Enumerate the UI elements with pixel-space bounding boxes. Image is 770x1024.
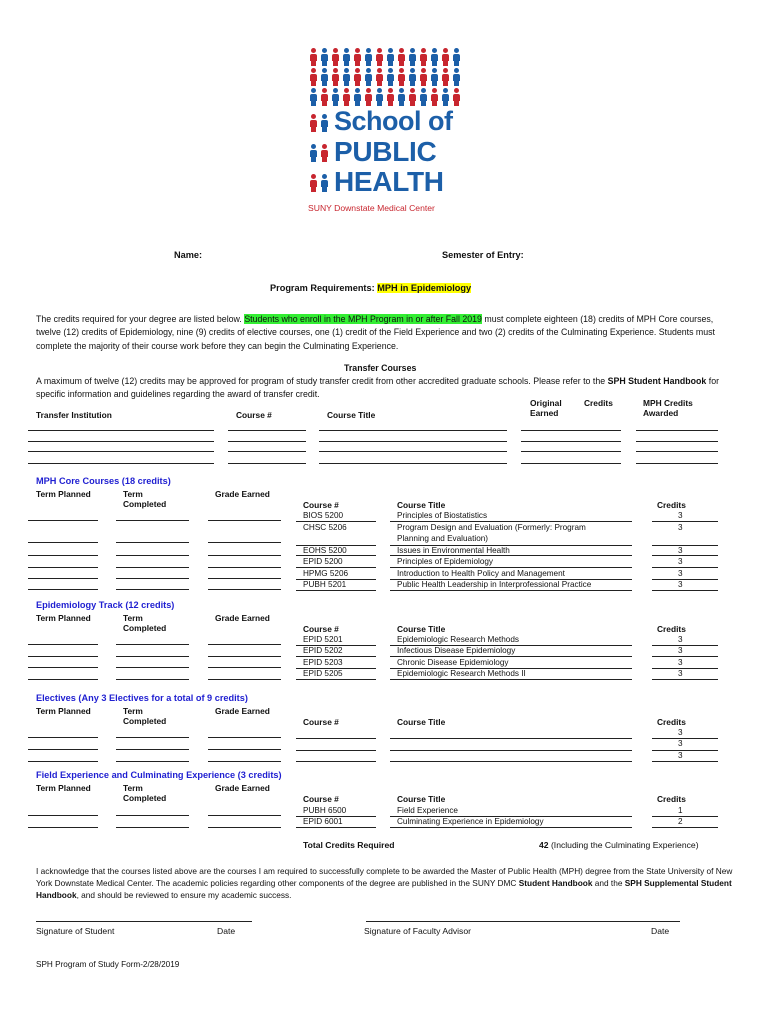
transfer-entry-line[interactable] xyxy=(28,463,214,464)
course-credits-line xyxy=(652,545,718,546)
epi-section-title: Epidemiology Track (12 credits) xyxy=(36,600,175,610)
entry-line[interactable] xyxy=(116,542,189,543)
course-credits: 3 xyxy=(678,511,683,520)
elective-course-title-line[interactable] xyxy=(390,761,632,762)
elective-course-title-line[interactable] xyxy=(390,750,632,751)
course-number: CHSC 5206 xyxy=(303,523,347,532)
entry-line[interactable] xyxy=(116,667,189,668)
course-num-line xyxy=(296,679,376,680)
course-number: EPID 5205 xyxy=(303,669,343,678)
person-icon xyxy=(343,48,350,66)
ack-text-3: , and should be reviewed to ensure my academic success. xyxy=(76,890,292,901)
course-credits: 3 xyxy=(678,546,683,555)
person-icon xyxy=(376,48,383,66)
col-credits: Credits xyxy=(657,717,686,727)
entry-line[interactable] xyxy=(28,667,98,668)
entry-line[interactable] xyxy=(208,578,281,579)
person-icon xyxy=(354,68,361,86)
col-transfer-course-title: Course Title xyxy=(327,410,376,420)
elective-credits-line xyxy=(652,738,718,739)
entry-line[interactable] xyxy=(28,827,98,828)
course-number: BIOS 5200 xyxy=(303,511,344,520)
course-credits-line xyxy=(652,656,718,657)
logo-subtitle: SUNY Downstate Medical Center xyxy=(308,203,435,213)
course-title-line xyxy=(390,679,632,680)
ack-text-2: and the xyxy=(592,878,625,889)
person-icon xyxy=(431,48,438,66)
entry-line[interactable] xyxy=(28,555,98,556)
course-credits: 3 xyxy=(678,523,683,532)
entry-line[interactable] xyxy=(116,656,189,657)
course-num-line xyxy=(296,590,376,591)
entry-line[interactable] xyxy=(116,815,189,816)
course-title: Principles of Epidemiology xyxy=(397,557,494,566)
entry-line[interactable] xyxy=(28,749,98,750)
entry-line[interactable] xyxy=(208,542,281,543)
person-icon xyxy=(310,144,317,162)
course-credits: 3 xyxy=(678,635,683,644)
person-icon xyxy=(354,88,361,106)
transfer-entry-line[interactable] xyxy=(319,441,507,442)
entry-line[interactable] xyxy=(28,589,98,590)
course-number: PUBH 6500 xyxy=(303,806,347,815)
person-icon xyxy=(453,48,460,66)
course-number: HPMG 5206 xyxy=(303,569,349,578)
entry-line[interactable] xyxy=(116,761,189,762)
col-course-title: Course Title xyxy=(397,717,446,727)
person-icon xyxy=(310,114,317,132)
person-icon xyxy=(343,88,350,106)
entry-line[interactable] xyxy=(116,567,189,568)
transfer-entry-line[interactable] xyxy=(228,430,306,431)
transfer-entry-line[interactable] xyxy=(319,430,507,431)
course-number: EPID 5202 xyxy=(303,646,343,655)
course-number: EPID 6001 xyxy=(303,817,343,826)
entry-line[interactable] xyxy=(28,542,98,543)
course-title: Field Experience xyxy=(397,806,458,815)
course-title-line xyxy=(390,827,632,828)
entry-line[interactable] xyxy=(116,827,189,828)
person-icon xyxy=(332,68,339,86)
course-credits-line xyxy=(652,521,718,522)
transfer-handbook: SPH Student Handbook xyxy=(607,376,707,386)
entry-line[interactable] xyxy=(208,749,281,750)
col-grade-earned: Grade Earned xyxy=(215,613,270,623)
person-icon xyxy=(310,174,317,192)
col-grade-earned: Grade Earned xyxy=(215,706,270,716)
col-term-planned: Term Planned xyxy=(36,706,91,716)
elective-credits: 3 xyxy=(678,751,683,760)
person-icon xyxy=(409,88,416,106)
footer-form-id: SPH Program of Study Form-2/28/2019 xyxy=(36,960,180,969)
person-icon xyxy=(365,88,372,106)
entry-line[interactable] xyxy=(116,679,189,680)
person-icon xyxy=(442,88,449,106)
advisor-signature-label: Signature of Faculty Advisor xyxy=(364,926,471,936)
col-transfer-course-num: Course # xyxy=(236,410,272,420)
student-date-label: Date xyxy=(217,926,236,936)
col-term-planned: Term Planned xyxy=(36,489,91,499)
program-prefix: Program Requirements: xyxy=(270,283,378,293)
total-credits-label: Total Credits Required xyxy=(303,840,395,850)
transfer-entry-line[interactable] xyxy=(28,430,214,431)
person-icon xyxy=(310,68,317,86)
course-number: EOHS 5200 xyxy=(303,546,347,555)
entry-line[interactable] xyxy=(28,644,98,645)
person-icon xyxy=(453,68,460,86)
person-icon xyxy=(453,88,460,106)
course-number: PUBH 5201 xyxy=(303,580,347,589)
name-label: Name: xyxy=(174,250,203,260)
semester-label: Semester of Entry: xyxy=(442,250,524,260)
course-credits-line xyxy=(652,590,718,591)
entry-line[interactable] xyxy=(208,667,281,668)
transfer-entry-line[interactable] xyxy=(28,441,214,442)
person-icon xyxy=(321,114,328,132)
course-title: Issues in Environmental Health xyxy=(397,546,510,555)
transfer-entry-line[interactable] xyxy=(636,430,718,431)
transfer-entry-line[interactable] xyxy=(521,451,621,452)
entry-line[interactable] xyxy=(208,737,281,738)
person-icon xyxy=(332,48,339,66)
col-term-planned: Term Planned xyxy=(36,613,91,623)
course-credits: 3 xyxy=(678,580,683,589)
person-icon xyxy=(420,68,427,86)
course-title: Culminating Experience in Epidemiology xyxy=(397,817,544,826)
entry-line[interactable] xyxy=(116,749,189,750)
col-course-num: Course # xyxy=(303,624,339,634)
school-logo xyxy=(300,44,470,219)
entry-line[interactable] xyxy=(208,656,281,657)
person-icon xyxy=(387,48,394,66)
person-icon xyxy=(442,68,449,86)
elective-credits-line xyxy=(652,761,718,762)
ack-text-1: I acknowledge that the courses listed above are the courses I am required to successfully complete to be awarded the Master of Public Health (MPH) degree from the State University of New York Downstate Medical Center. The academic policies regarding other components of the degree are published in the SUNY DMC xyxy=(36,866,733,889)
person-icon xyxy=(376,68,383,86)
elective-credits-line xyxy=(652,750,718,751)
logo-line-2: PUBLIC xyxy=(334,136,437,167)
course-credits-line xyxy=(652,827,718,828)
course-credits-line xyxy=(652,679,718,680)
course-title: Epidemiologic Research Methods xyxy=(397,635,519,644)
col-course-title: Course Title xyxy=(397,500,446,510)
course-title: Public Health Leadership in Interprofessional Practice xyxy=(397,580,592,589)
col-credits: Credits xyxy=(657,500,686,510)
person-icon xyxy=(321,88,328,106)
course-number: EPID 5201 xyxy=(303,635,343,644)
intro-part-2: must complete eighteen (18) credits of MPH Core courses, twelve (12) credits of Epidemiology, nine (9) credits of elective courses, one (1) credit of the Field Experience and two (2) credits of the Culminating Experience. Students must complete the majority of their course work before they can begin the Culminating Experience. xyxy=(36,314,715,351)
person-icon xyxy=(321,144,328,162)
person-icon xyxy=(398,88,405,106)
advisor-signature-line[interactable] xyxy=(366,921,680,922)
person-icon xyxy=(365,68,372,86)
person-icon xyxy=(343,68,350,86)
transfer-paragraph xyxy=(36,375,738,400)
total-credits-value: 42 xyxy=(539,840,549,850)
transfer-text-1: A maximum of twelve (12) credits may be approved for program of study transfer credit from other accredited graduate schools. Please refer to the xyxy=(36,376,608,386)
col-mph-awarded: MPH Credits Awarded xyxy=(643,398,693,418)
person-icon xyxy=(387,88,394,106)
course-credits: 3 xyxy=(678,646,683,655)
person-icon xyxy=(321,48,328,66)
elective-course-num-line[interactable] xyxy=(296,750,376,751)
person-icon xyxy=(398,68,405,86)
entry-line[interactable] xyxy=(208,555,281,556)
person-icon xyxy=(354,48,361,66)
intro-paragraph xyxy=(36,313,738,353)
entry-line[interactable] xyxy=(28,679,98,680)
entry-line[interactable] xyxy=(116,578,189,579)
elective-course-title-line[interactable] xyxy=(390,738,632,739)
col-grade-earned: Grade Earned xyxy=(215,489,270,499)
student-signature-label: Signature of Student xyxy=(36,926,115,936)
entry-line[interactable] xyxy=(28,656,98,657)
course-title: Chronic Disease Epidemiology xyxy=(397,658,509,667)
person-icon xyxy=(310,48,317,66)
transfer-entry-line[interactable] xyxy=(636,451,718,452)
col-term-completed: Term Completed xyxy=(123,613,167,633)
entry-line[interactable] xyxy=(208,644,281,645)
entry-line[interactable] xyxy=(116,520,189,521)
entry-line[interactable] xyxy=(208,679,281,680)
person-icon xyxy=(409,48,416,66)
person-icon xyxy=(431,88,438,106)
entry-line[interactable] xyxy=(208,827,281,828)
course-credits-line xyxy=(652,555,718,556)
entry-line[interactable] xyxy=(28,520,98,521)
course-title: Infectious Disease Epidemiology xyxy=(397,646,516,655)
person-icon xyxy=(376,88,383,106)
course-credits: 3 xyxy=(678,557,683,566)
col-term-completed: Term Completed xyxy=(123,706,167,726)
entry-line[interactable] xyxy=(28,815,98,816)
person-icon xyxy=(431,68,438,86)
person-icon xyxy=(321,174,328,192)
person-icon xyxy=(420,48,427,66)
core-section-title: MPH Core Courses (18 credits) xyxy=(36,476,171,486)
course-title: Introduction to Health Policy and Management xyxy=(397,569,565,578)
entry-line[interactable] xyxy=(28,761,98,762)
transfer-title: Transfer Courses xyxy=(344,363,417,373)
col-term-planned: Term Planned xyxy=(36,783,91,793)
intro-highlight: Students who enroll in the MPH Program in or after Fall 2019 xyxy=(244,314,482,324)
person-icon xyxy=(365,48,372,66)
col-credits: Credits xyxy=(657,624,686,634)
field-section-title: Field Experience and Culminating Experience (3 credits) xyxy=(36,770,282,780)
course-title-line xyxy=(390,590,632,591)
advisor-date-label: Date xyxy=(651,926,670,936)
entry-line[interactable] xyxy=(28,578,98,579)
course-number: EPID 5203 xyxy=(303,658,343,667)
col-term-completed: Term Completed xyxy=(123,783,167,803)
col-credits: Credits xyxy=(657,794,686,804)
col-original-earned: Original Earned xyxy=(530,398,562,418)
elective-course-num-line[interactable] xyxy=(296,761,376,762)
acknowledgement-paragraph xyxy=(36,865,738,902)
col-transfer-institution: Transfer Institution xyxy=(36,410,112,420)
course-number: EPID 5200 xyxy=(303,557,343,566)
course-credits-line xyxy=(652,579,718,580)
person-icon xyxy=(387,68,394,86)
transfer-entry-line[interactable] xyxy=(228,441,306,442)
entry-line[interactable] xyxy=(116,737,189,738)
course-credits: 3 xyxy=(678,658,683,667)
intro-part-1: The credits required for your degree are listed below. xyxy=(36,314,245,324)
total-credits-note: (Including the Culminating Experience) xyxy=(548,840,699,850)
student-signature-line[interactable] xyxy=(36,921,252,922)
transfer-entry-line[interactable] xyxy=(521,430,621,431)
course-credits: 3 xyxy=(678,669,683,678)
course-title: Epidemiologic Research Methods II xyxy=(397,669,526,678)
col-course-num: Course # xyxy=(303,717,339,727)
entry-line[interactable] xyxy=(116,589,189,590)
col-course-title: Course Title xyxy=(397,794,446,804)
transfer-entry-line[interactable] xyxy=(28,451,214,452)
person-icon xyxy=(332,88,339,106)
entry-line[interactable] xyxy=(116,555,189,556)
entry-line[interactable] xyxy=(208,761,281,762)
logo-line-1: School of xyxy=(334,106,453,136)
transfer-entry-line[interactable] xyxy=(228,463,306,464)
transfer-entry-line[interactable] xyxy=(228,451,306,452)
person-icon xyxy=(420,88,427,106)
transfer-entry-line[interactable] xyxy=(521,463,621,464)
entry-line[interactable] xyxy=(28,737,98,738)
person-icon xyxy=(310,88,317,106)
ack-handbook: Student Handbook xyxy=(518,878,593,889)
elective-course-num-line[interactable] xyxy=(296,738,376,739)
col-course-title: Course Title xyxy=(397,624,446,634)
col-grade-earned: Grade Earned xyxy=(215,783,270,793)
transfer-text-2: for specific information and guidelines regarding the award of transfer credit. xyxy=(36,376,720,399)
course-title: Program Design and Evaluation (Formerly: Program Planning and Evaluation) xyxy=(397,523,586,543)
course-credits: 3 xyxy=(678,569,683,578)
col-transfer-credits: Credits xyxy=(584,398,613,408)
course-credits-line xyxy=(652,816,718,817)
course-num-line xyxy=(296,827,376,828)
transfer-entry-line[interactable] xyxy=(319,451,507,452)
total-credits xyxy=(539,840,699,850)
person-icon xyxy=(321,68,328,86)
entry-line[interactable] xyxy=(208,567,281,568)
person-icon xyxy=(398,48,405,66)
person-icon xyxy=(442,48,449,66)
course-credits-line xyxy=(652,645,718,646)
entry-line[interactable] xyxy=(208,815,281,816)
course-credits-line xyxy=(652,668,718,669)
entry-line[interactable] xyxy=(28,567,98,568)
col-course-num: Course # xyxy=(303,500,339,510)
transfer-entry-line[interactable] xyxy=(521,441,621,442)
person-icon xyxy=(409,68,416,86)
course-credits: 2 xyxy=(678,817,683,826)
course-credits: 1 xyxy=(678,806,683,815)
col-term-completed: Term Completed xyxy=(123,489,167,509)
course-title: Principles of Biostatistics xyxy=(397,511,488,520)
elective-credits: 3 xyxy=(678,728,683,737)
transfer-entry-line[interactable] xyxy=(636,441,718,442)
col-course-num: Course # xyxy=(303,794,339,804)
transfer-entry-line[interactable] xyxy=(636,463,718,464)
entry-line[interactable] xyxy=(208,589,281,590)
logo-line-3: HEALTH xyxy=(334,166,444,197)
entry-line[interactable] xyxy=(208,520,281,521)
elective-credits: 3 xyxy=(678,739,683,748)
transfer-entry-line[interactable] xyxy=(319,463,507,464)
ack-supplemental-handbook: SPH Supplemental Student Handbook xyxy=(36,878,732,901)
electives-section-title: Electives (Any 3 Electives for a total of 9 credits) xyxy=(36,693,248,703)
program-requirements xyxy=(270,283,471,293)
entry-line[interactable] xyxy=(116,644,189,645)
course-credits-line xyxy=(652,567,718,568)
program-name: MPH in Epidemiology xyxy=(377,283,472,293)
